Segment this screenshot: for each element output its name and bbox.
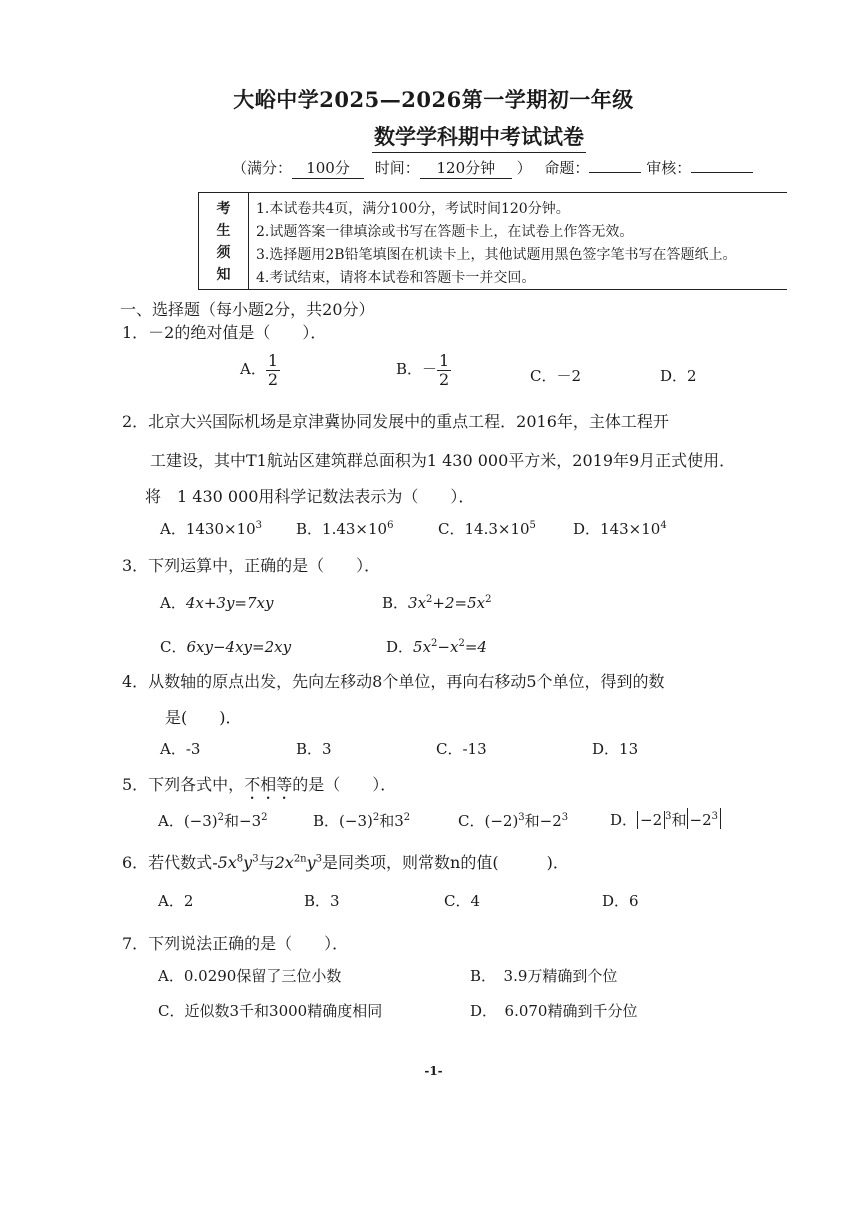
question-6-stem [122,850,569,873]
question-6-option-a: A．2 [158,892,194,910]
time-value: 120分钟 [420,157,512,179]
time-label: 时间： [374,159,420,177]
math-expression: +2=5x [432,594,486,612]
exponent: 2 [217,812,225,823]
notice-item: 2.试题答案一律填涂或书写在答题卡上，在试卷上作答无效。 [256,224,634,240]
notice-side-char: 考 [216,201,231,217]
math-expression: 5x [413,638,432,656]
question-1-option-a [240,352,280,388]
math-expression: B．(−3) [313,812,373,830]
fraction [437,352,451,388]
stem-text: 的是（ ）． [292,775,397,794]
math-expression: 4x+3y=7xy [185,594,274,612]
exponent: 2 [426,594,433,605]
math-expression: −2 [689,811,712,829]
question-4-line1: 4．从数轴的原点出发，先向左移动8个单位，再向右移动5个单位，得到的数 [122,672,665,691]
question-4-option-d: D．13 [592,740,639,758]
question-2-line3: 将 1 430 000用科学记数法表示为（ ）． [145,487,475,506]
stem-text: 6．若代数式 [122,853,213,872]
math-expression: 3x [408,594,427,612]
exponent: 3 [561,812,569,823]
question-4-option-c: C．-13 [436,740,487,758]
notice-list [256,198,737,290]
option-label: B． [382,594,409,612]
question-3-option-d [386,636,487,657]
question-7-option-a: A．0.0290保留了三位小数 [158,967,342,985]
math-expression: −x [437,638,459,656]
absolute-value [687,808,722,829]
notice-side-char: 生 [216,223,231,239]
conjunction: 和 [671,811,687,829]
math-expression: 和3 [379,812,404,830]
question-7-option-d: D． 6.070精确到千分位 [470,1002,638,1020]
option-text: C．14.3×10 [438,520,530,538]
option-label: C． [160,638,187,656]
option-label: A． [160,594,186,612]
question-2-option-c [438,518,536,539]
math-expression: y [243,853,253,872]
question-2-line2: 工建设，其中T1航站区建筑群总面积为1 430 000平方米，2019年9月正式使用． [150,451,736,470]
notice-side-char: 知 [216,267,231,283]
question-5-option-b [313,810,410,831]
notice-side-char: 须 [216,245,231,261]
exam-title-line2: 数学学科期中考试试卷 [372,121,586,153]
numerator: 1 [267,351,279,370]
exponent: 4 [660,520,667,531]
exponent: 3 [711,811,719,822]
question-5-stem [122,772,396,803]
question-3-stem: 3．下列运算中，正确的是（ ）． [122,556,381,575]
stem-text: 与 [258,853,275,872]
notice-item: 4.考试结束，请将本试卷和答题卡一并交回。 [256,270,536,286]
question-1-option-c: C．－2 [530,367,582,385]
math-expression: -5x [212,853,237,872]
question-7-option-b: B． 3.9万精确到个位 [470,967,618,985]
option-text: D．143×10 [573,520,661,538]
math-expression: 和−3 [224,812,262,830]
option-label: D． [610,811,638,829]
math-expression: 和−2 [524,812,562,830]
student-notice-box [198,192,787,290]
exponent: 2 [458,638,465,649]
exponent: 2 [485,594,492,605]
question-7-option-c: C．近似数3千和3000精确度相同 [158,1002,383,1020]
math-expression: −2 [640,811,663,829]
question-3-option-a [160,592,273,613]
question-1-stem: 1．－2的绝对值是（ ）． [122,323,327,342]
exponent: 3 [518,812,525,823]
question-5-option-c [458,810,568,831]
denominator: 2 [267,369,279,389]
denominator: 2 [439,369,450,389]
stem-text: 是同类项，则常数n的值( )． [322,853,569,872]
exam-meta-line [232,157,753,179]
reviewer-label: 审核： [646,159,692,177]
question-2-option-a [160,518,262,539]
question-4-option-b: B．3 [296,740,332,758]
math-expression: 6xy−4xy=2xy [186,638,292,656]
math-expression: =4 [464,638,487,656]
option-text: B．1.43×10 [296,520,388,538]
stem-text: 5．下列各式中， [122,775,245,794]
page-number: -1- [424,1064,443,1078]
question-2-option-d [573,518,667,539]
exponent: 8 [236,853,244,865]
exponent: 2 [372,812,380,823]
full-score-value: 100分 [292,157,364,179]
question-5-option-a [158,810,268,831]
absolute-value [637,811,665,829]
option-label: B．－ [396,360,438,379]
option-label: A． [240,360,266,379]
question-3-option-b [382,592,491,613]
exponent: 3 [252,853,259,865]
question-1-option-d: D．2 [660,367,697,385]
exponent: 5 [529,520,536,531]
meta-close-paren: ） [516,159,532,177]
setter-blank [589,172,641,173]
exponent: 2 [431,638,438,649]
question-5-option-d [610,808,721,830]
exponent: 2 [403,812,411,823]
full-score-label: （满分： [232,159,293,177]
question-4-option-a: A．-3 [160,740,201,758]
exponent: 2 [261,812,268,823]
question-2-option-b [296,518,393,539]
exponent: 2n [293,853,307,865]
section-heading: 一、选择题（每小题2分，共20分） [120,300,375,319]
exponent: 3 [255,520,263,531]
setter-label: 命题： [544,159,590,177]
exam-title-line1: 大峪中学2025—2026第一学期初一年级 [233,87,634,112]
option-label: D． [386,638,414,656]
notice-side-label [199,193,249,289]
exponent: 3 [315,853,323,865]
math-expression: y [306,853,316,872]
question-2-line1: 2．北京大兴国际机场是京津冀协同发展中的重点工程．2016年，主体工程开 [122,412,669,431]
notice-item: 3.选择题用2B铅笔填图在机读卡上，其他试题用黑色签字笔书写在答题纸上。 [256,247,737,263]
fraction [266,352,280,388]
math-expression: C．(−2) [458,812,519,830]
question-4-line2: 是( )． [165,708,242,727]
option-text: A．1430×10 [160,520,256,538]
math-expression: A．(−3) [158,812,218,830]
question-7-stem: 7．下列说法正确的是（ ）． [122,934,349,953]
question-6-option-b: B．3 [304,892,340,910]
math-expression: 2x [274,853,294,872]
numerator: 1 [439,351,450,370]
emphasized-text: 不相等 [244,775,293,794]
question-6-option-d: D．6 [602,892,639,910]
question-1-option-b [396,352,451,388]
exponent: 6 [387,520,394,531]
notice-item: 1.本试卷共4页，满分100分，考试时间120分钟。 [256,201,570,217]
question-6-option-c: C．4 [444,892,481,910]
exponent: 3 [665,811,672,822]
reviewer-blank [691,172,753,173]
question-3-option-c [160,636,291,657]
